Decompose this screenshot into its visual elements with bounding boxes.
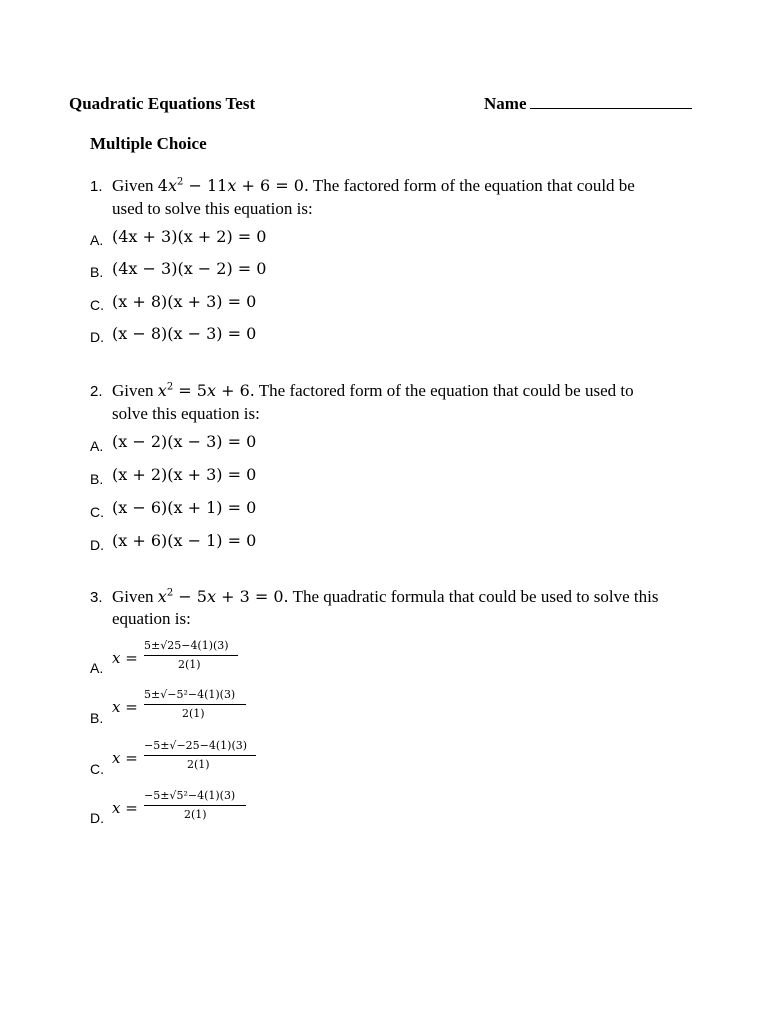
question-3-text: Given $x^2 - 5x + 3 = 0$. The quadratic formula that could be used to solve this bbox=[112, 587, 659, 606]
section-heading: Multiple Choice bbox=[90, 134, 207, 153]
question-1-number: 1. bbox=[90, 178, 103, 195]
q3-option-c[interactable] bbox=[112, 739, 267, 775]
q3-option-b-numerator: 5±√−5²−4(1)(3) bbox=[144, 688, 236, 701]
q2-option-b-letter: B. bbox=[90, 471, 104, 487]
q2-option-a-letter: A. bbox=[90, 438, 104, 454]
fraction-bar bbox=[144, 805, 246, 806]
q2-option-d[interactable]: (x + 6)(x − 1) = 0 bbox=[112, 531, 257, 550]
name-label: Name bbox=[484, 94, 527, 113]
fraction-bar bbox=[144, 655, 238, 656]
q1-option-b-letter: B. bbox=[90, 264, 104, 280]
q3-option-b[interactable] bbox=[112, 688, 257, 724]
q3-option-a-numerator: 5±√25−4(1)(3) bbox=[144, 639, 229, 652]
q3-option-c-numerator: −5±√−25−4(1)(3) bbox=[144, 739, 248, 752]
q2-option-c-letter: C. bbox=[90, 504, 104, 520]
q3-option-c-lhs: x = bbox=[112, 749, 138, 767]
q2-option-d-letter: D. bbox=[90, 537, 104, 553]
q2-option-a[interactable]: (x − 2)(x − 3) = 0 bbox=[112, 432, 257, 451]
q2-option-b[interactable]: (x + 2)(x + 3) = 0 bbox=[112, 465, 257, 484]
question-3-number: 3. bbox=[90, 589, 103, 606]
question-2-text-line2: solve this equation is: bbox=[112, 404, 260, 423]
name-field bbox=[484, 94, 692, 114]
question-2-number: 2. bbox=[90, 383, 103, 400]
q1-option-d[interactable]: (x − 8)(x − 3) = 0 bbox=[112, 324, 257, 343]
q1-option-a[interactable]: (4x + 3)(x + 2) = 0 bbox=[112, 227, 267, 246]
q3-option-d-denominator: 2(1) bbox=[184, 808, 207, 821]
q3-option-b-denominator: 2(1) bbox=[182, 707, 205, 720]
question-3-text-line2: equation is: bbox=[112, 609, 191, 628]
q3-option-b-lhs: x = bbox=[112, 698, 138, 716]
q3-option-a-letter: A. bbox=[90, 660, 104, 676]
question-2-text: Given $x^2 = 5x + 6$. The factored form of the equation that could be used to bbox=[112, 381, 634, 400]
q3-option-c-letter: C. bbox=[90, 761, 104, 777]
q1-option-a-letter: A. bbox=[90, 232, 104, 248]
question-3-equation: $x^2 - 5x + 3 = 0$. bbox=[157, 587, 289, 606]
q3-option-a[interactable] bbox=[112, 639, 252, 675]
fraction-bar bbox=[144, 704, 246, 705]
q3-option-a-lhs: x = bbox=[112, 649, 138, 667]
q2-option-c[interactable]: (x − 6)(x + 1) = 0 bbox=[112, 498, 257, 517]
q1-option-c[interactable]: (x + 8)(x + 3) = 0 bbox=[112, 292, 257, 311]
question-1-text-line2: used to solve this equation is: bbox=[112, 199, 313, 218]
q3-option-d-numerator: −5±√5²−4(1)(3) bbox=[144, 789, 236, 802]
q3-option-d[interactable] bbox=[112, 789, 262, 825]
q1-option-c-letter: C. bbox=[90, 297, 104, 313]
q1-option-d-letter: D. bbox=[90, 329, 104, 345]
q3-option-d-letter: D. bbox=[90, 810, 104, 826]
fraction-bar bbox=[144, 755, 256, 756]
question-2-equation: $x^2 = 5x + 6$. bbox=[157, 381, 255, 400]
question-1-text: Given $4x^2 - 11x + 6 = 0$. The factored form of the equation that could be bbox=[112, 176, 635, 195]
question-1-equation: $4x^2 - 11x + 6 = 0$. bbox=[157, 176, 309, 195]
q3-option-a-denominator: 2(1) bbox=[178, 658, 201, 671]
q3-option-d-lhs: x = bbox=[112, 799, 138, 817]
q1-option-b[interactable]: (4x − 3)(x − 2) = 0 bbox=[112, 259, 267, 278]
q3-option-b-letter: B. bbox=[90, 710, 104, 726]
test-title: Quadratic Equations Test bbox=[69, 94, 256, 113]
q3-option-c-denominator: 2(1) bbox=[187, 758, 210, 771]
name-blank-line bbox=[530, 94, 692, 109]
